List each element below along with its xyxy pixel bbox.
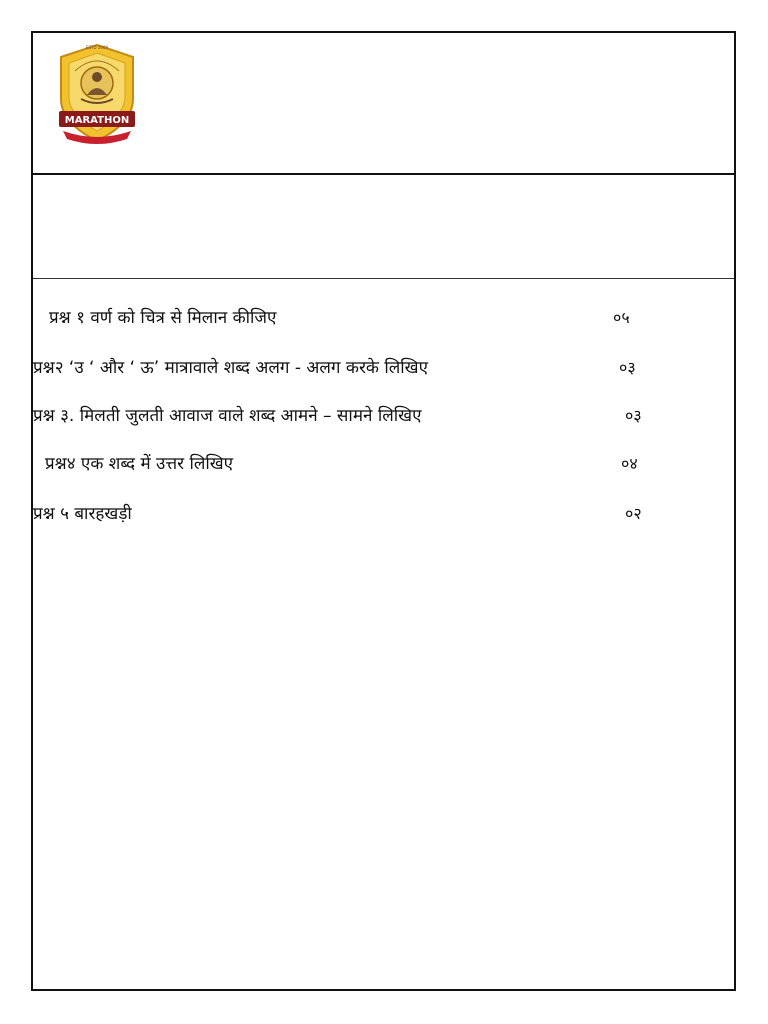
question-marks: ०४ bbox=[621, 454, 638, 473]
question-row bbox=[33, 449, 734, 479]
header-box bbox=[33, 33, 734, 175]
question-row bbox=[33, 303, 734, 333]
svg-text:MARATHON: MARATHON bbox=[64, 115, 130, 126]
question-text: प्रश्न १ वर्ण को चित्र से मिलान कीजिए bbox=[49, 308, 277, 328]
question-marks: ०५ bbox=[613, 308, 630, 327]
question-marks: ०३ bbox=[625, 406, 642, 425]
blank-section bbox=[33, 175, 734, 279]
question-text: प्रश्न ५ बारहखड़ी bbox=[33, 504, 132, 524]
question-text: प्रश्न ३. मिलती जुलती आवाज वाले शब्द आमने – सामने लिखिए bbox=[33, 406, 422, 426]
page-frame bbox=[31, 31, 736, 991]
question-marks: ०२ bbox=[625, 504, 642, 523]
question-text: प्रश्न४ एक शब्द में उत्तर लिखिए bbox=[45, 454, 234, 474]
question-row bbox=[33, 499, 734, 529]
school-logo bbox=[53, 41, 141, 151]
svg-text:ESTD 2009: ESTD 2009 bbox=[85, 45, 109, 50]
question-text: प्रश्न२ ‘उ ‘ और ‘ ऊ’ मात्रावाले शब्द अलग - अलग करके लिखिए bbox=[33, 358, 428, 378]
question-row bbox=[33, 401, 734, 431]
question-row bbox=[33, 353, 734, 383]
question-marks: ०३ bbox=[619, 358, 636, 377]
